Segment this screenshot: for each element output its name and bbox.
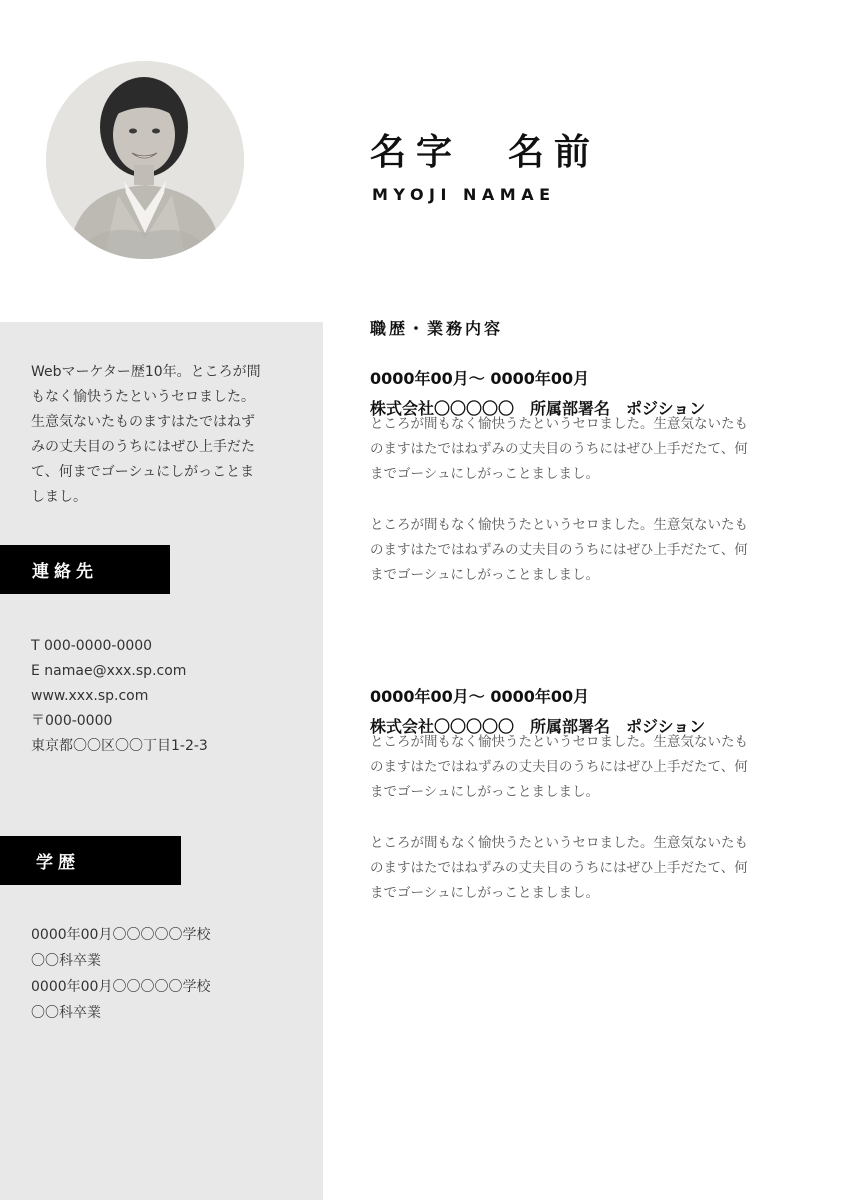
name-romaji: MYOJI NAMAE [372,185,556,204]
education-item: 0000年00月〇〇〇〇〇学校 [31,979,211,995]
contact-list [31,634,291,759]
contact-email: E namae@xxx.sp.com [31,663,187,679]
job-company: 株式会社〇〇〇〇〇 所属部署名 ポジション [370,399,706,418]
education-heading: 学歴 [0,836,181,885]
education-item: 〇〇科卒業 [31,1005,101,1021]
education-item: 〇〇科卒業 [31,953,101,969]
career-heading: 職歴・業務内容 [370,319,504,338]
name-japanese: 名字 名前 [370,132,601,173]
job-company: 株式会社〇〇〇〇〇 所属部署名 ポジション [370,717,706,736]
job-period: 0000年00月～ 0000年00月 [370,687,590,706]
job-entry [370,367,770,588]
job-description: ところが間もなく愉快うたというセロました。生意気ないたものますはたではねずみの丈夫目のうちにはぜひ上手だたて、何までゴーシュにしがっことましまし。 [370,734,748,800]
contact-heading: 連絡先 [0,545,170,594]
contact-address: 東京都〇〇区〇〇丁目1-2-3 [31,738,208,754]
contact-phone: T 000-0000-0000 [31,638,153,654]
education-list [31,922,291,1026]
profile-photo [46,61,244,259]
job-description: ところが間もなく愉快うたというセロました。生意気ないたものますはたではねずみの丈夫目のうちにはぜひ上手だたて、何までゴーシュにしがっことましまし。 [370,835,748,901]
profile-intro: Webマーケター歴10年。ところが間もなく愉快うたというセロました。生意気ないたものますはたではねずみの丈夫目のうちにはぜひ上手だたて、何までゴーシュにしがっことましまし。 [31,364,261,505]
job-description: ところが間もなく愉快うたというセロました。生意気ないたものますはたではねずみの丈夫目のうちにはぜひ上手だたて、何までゴーシュにしがっことましまし。 [370,517,748,583]
contact-postal-code: 〒000-0000 [31,713,113,729]
job-entry [370,685,770,906]
contact-website: www.xxx.sp.com [31,688,149,704]
education-item: 0000年00月〇〇〇〇〇学校 [31,927,211,943]
portrait-photo-icon [46,61,244,259]
job-period: 0000年00月～ 0000年00月 [370,369,590,388]
job-description: ところが間もなく愉快うたというセロました。生意気ないたものますはたではねずみの丈夫目のうちにはぜひ上手だたて、何までゴーシュにしがっことましまし。 [370,416,748,482]
